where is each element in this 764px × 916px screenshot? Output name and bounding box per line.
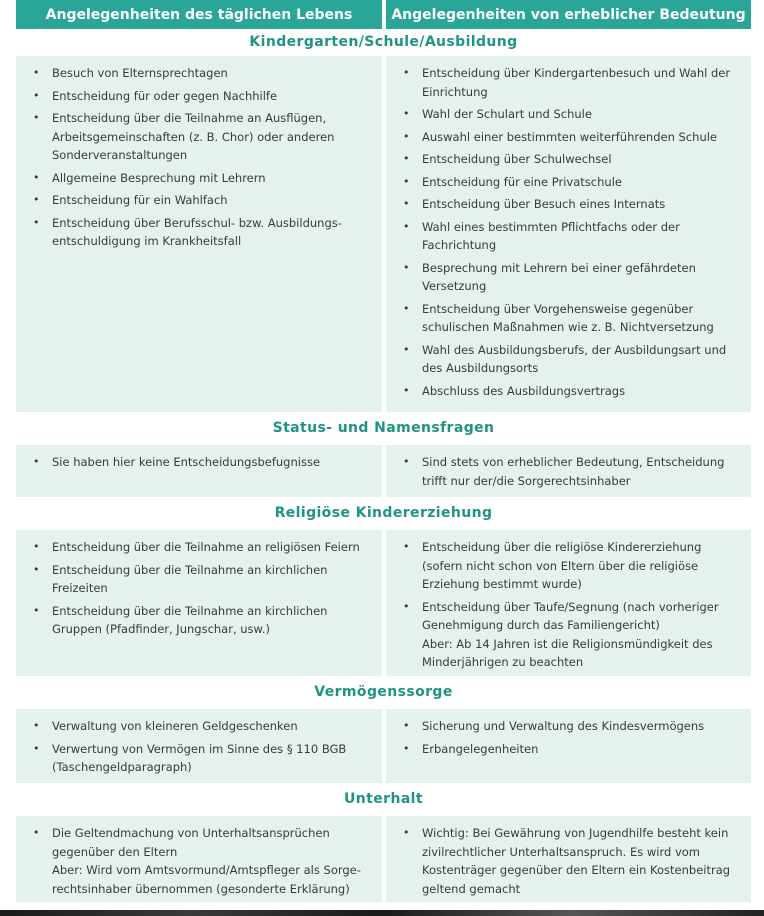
section-row — [16, 530, 751, 676]
list-item: • Wahl eines bestimmten Pflichtfachs oder der Fachrichtung — [394, 218, 745, 255]
daily-matters-cell — [16, 530, 382, 676]
section-row — [16, 816, 751, 902]
bullet-list — [24, 717, 376, 777]
list-item: • Besuch von Elternsprechtagen — [24, 64, 376, 83]
section-title: Kindergarten/Schule/Ausbildung — [249, 34, 518, 50]
list-item: • Entscheidung über Kindergartenbesuch und Wahl der Einrichtung — [394, 64, 745, 101]
bullet-list — [394, 717, 745, 758]
list-item: • Entscheidung für ein Wahlfach — [24, 191, 376, 210]
list-item: • Entscheidung für oder gegen Nachhilfe — [24, 87, 376, 106]
significant-matters-cell — [386, 816, 751, 902]
list-item: • Die Geltendmachung von Unterhaltsansprüchen gegenüber den Eltern Aber: Wird vom Amtsvormund/Amtspfleger als Sorge-rechtsinhaber übernommen (gesonderte Erklärung) — [24, 824, 376, 898]
daily-matters-cell — [16, 56, 382, 412]
list-item: • Entscheidung über Berufsschul- bzw. Ausbildungs-entschuldigung im Krankheitsfall — [24, 214, 376, 251]
list-item: • Entscheidung über Besuch eines Internats — [394, 195, 745, 214]
bullet-list — [24, 824, 376, 898]
list-item: • Sind stets von erheblicher Bedeutung, Entscheidung trifft nur der/die Sorgerechtsinhaber — [394, 453, 745, 490]
bullet-list — [24, 538, 376, 639]
section-title: Vermögenssorge — [314, 684, 453, 700]
list-item: • Wahl des Ausbildungsberufs, der Ausbildungsart und des Ausbildungsorts — [394, 341, 745, 378]
list-item: • Besprechung mit Lehrern bei einer gefährdeten Versetzung — [394, 259, 745, 296]
list-item: • Verwertung von Vermögen im Sinne des § 110 BGB (Taschengeldparagraph) — [24, 740, 376, 777]
bullet-list — [394, 453, 745, 490]
list-item: • Entscheidung über die Teilnahme an kirchlichen Gruppen (Pfadfinder, Jungschar, usw.) — [24, 602, 376, 639]
bullet-list — [394, 64, 745, 400]
list-item: • Erbangelegenheiten — [394, 740, 745, 759]
list-item: • Entscheidung für eine Privatschule — [394, 173, 745, 192]
bullet-list — [394, 824, 745, 898]
header-daily-matters: Angelegenheiten des täglichen Lebens — [16, 0, 382, 29]
list-item: • Wichtig: Bei Gewährung von Jugendhilfe besteht kein zivilrechtlicher Unterhaltsanspruch. Es wird vom Kostenträger gegenüber den Eltern ein Kostenbeitrag geltend gemacht — [394, 824, 745, 898]
header-significant-matters: Angelegenheiten von erheblicher Bedeutung — [386, 0, 751, 29]
list-item: • Entscheidung über Vorgehensweise gegenüber schulischen Maßnahmen wie z. B. Nichtversetzung — [394, 300, 745, 337]
list-item: • Entscheidung über die Teilnahme an religiösen Feiern — [24, 538, 376, 557]
section-row — [16, 56, 751, 412]
section-title: Unterhalt — [344, 791, 423, 807]
table-header — [16, 0, 751, 29]
significant-matters-cell — [386, 709, 751, 783]
list-item: • Entscheidung über die Teilnahme an kirchlichen Freizeiten — [24, 561, 376, 598]
list-item: • Entscheidung über Taufe/Segnung (nach vorheriger Genehmigung durch das Familiengericht) Aber: Ab 14 Jahren ist die Religionsmündigkeit des Minderjährigen zu beachten — [394, 598, 745, 672]
section-row — [16, 709, 751, 783]
significant-matters-cell — [386, 530, 751, 676]
bullet-list — [24, 453, 376, 472]
rights-table — [16, 0, 751, 902]
section-row — [16, 445, 751, 497]
significant-matters-cell — [386, 56, 751, 412]
daily-matters-cell — [16, 445, 382, 497]
list-item: • Entscheidung über Schulwechsel — [394, 150, 745, 169]
list-item: • Sicherung und Verwaltung des Kindesvermögens — [394, 717, 745, 736]
list-item: • Verwaltung von kleineren Geldgeschenken — [24, 717, 376, 736]
list-item: • Sie haben hier keine Entscheidungsbefugnisse — [24, 453, 376, 472]
daily-matters-cell — [16, 709, 382, 783]
section-title: Status- und Namensfragen — [272, 420, 495, 436]
list-item: • Entscheidung über die religiöse Kindererziehung (sofern nicht schon von Eltern über die religiöse Erziehung bestimmt wurde) — [394, 538, 745, 594]
list-item: • Abschluss des Ausbildungsvertrags — [394, 382, 745, 401]
daily-matters-cell — [16, 816, 382, 902]
significant-matters-cell — [386, 445, 751, 497]
bullet-list — [394, 538, 745, 672]
section-title: Religiöse Kindererziehung — [274, 505, 493, 521]
list-item: • Wahl der Schulart und Schule — [394, 105, 745, 124]
sections-container — [16, 29, 751, 902]
list-item: • Entscheidung über die Teilnahme an Ausflügen, Arbeitsgemeinschaften (z. B. Chor) oder anderen Sonderveranstaltungen — [24, 109, 376, 165]
bullet-list — [24, 64, 376, 251]
bottom-edge-bar — [0, 910, 764, 916]
list-item: • Auswahl einer bestimmten weiterführenden Schule — [394, 128, 745, 147]
list-item: • Allgemeine Besprechung mit Lehrern — [24, 169, 376, 188]
